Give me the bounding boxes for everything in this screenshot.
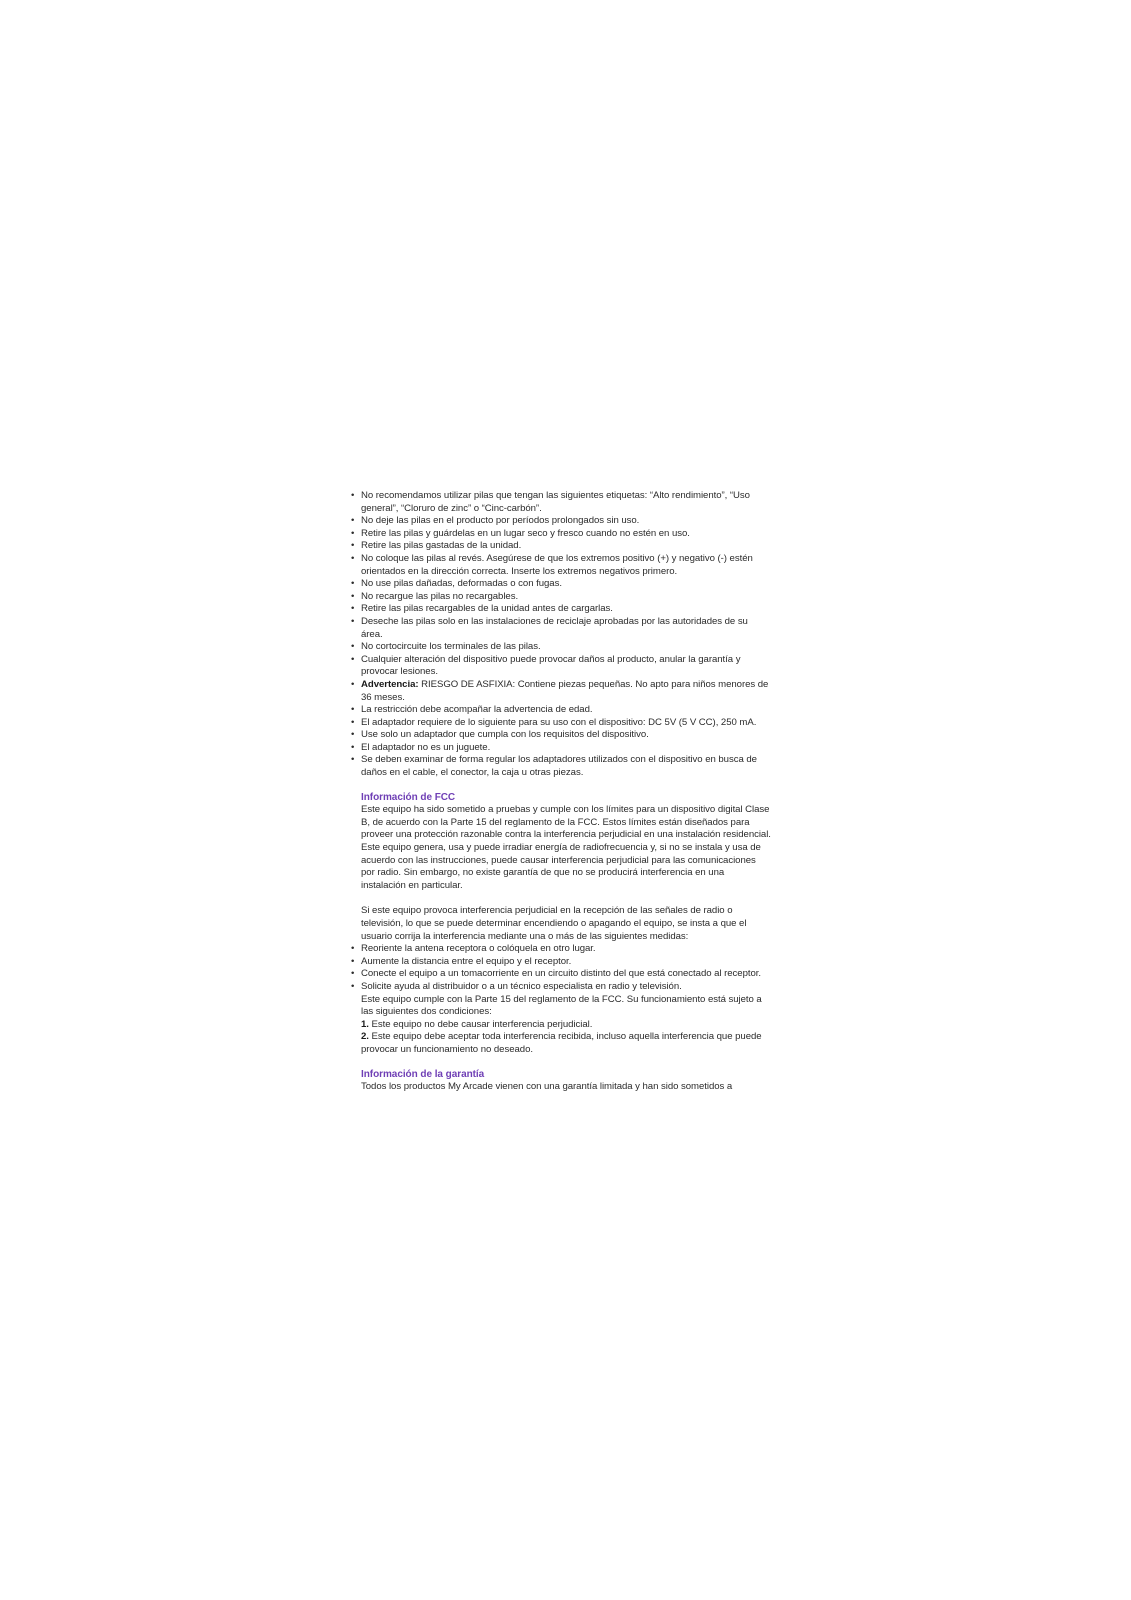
list-item: • Reoriente la antena receptora o colóquela en otro lugar. <box>351 943 771 956</box>
list-item: • Solicite ayuda al distribuidor o a un técnico especialista en radio y televisión. <box>351 981 771 994</box>
fcc-paragraph-3: Este equipo cumple con la Parte 15 del reglamento de la FCC. Su funcionamiento está sujeto a las siguientes dos condiciones: <box>361 993 762 1018</box>
paragraph-spacer <box>351 892 771 905</box>
list-item: • No recomendamos utilizar pilas que tengan las siguientes etiquetas: “Alto rendimiento”, “Uso general”, “Cloruro de zinc” o “Cinc-carbón”. <box>351 490 771 515</box>
list-item: • Use solo un adaptador que cumpla con los requisitos del dispositivo. <box>351 729 771 742</box>
fcc-heading: Información de FCC <box>361 791 456 803</box>
fcc-condition-2 <box>351 1031 771 1056</box>
list-item: • Retire las pilas gastadas de la unidad. <box>351 540 771 553</box>
condition-text: Este equipo no debe causar interferencia perjudicial. <box>368 1018 593 1030</box>
fcc-condition-1 <box>351 1019 771 1032</box>
list-item: • Retire las pilas recargables de la unidad antes de cargarlas. <box>351 603 771 616</box>
list-item: • Se deben examinar de forma regular los adaptadores utilizados con el dispositivo en busca de daños en el cable, el conector, la caja u otras piezas. <box>351 754 771 779</box>
list-item: • No cortocircuite los terminales de las pilas. <box>351 641 771 654</box>
list-item: • Conecte el equipo a un tomacorriente en un circuito distinto del que está conectado al receptor. <box>351 968 771 981</box>
battery-warnings-list <box>351 490 771 780</box>
fcc-paragraph-2: Si este equipo provoca interferencia perjudicial en la recepción de las señales de radio o televisión, lo que se puede determinar encendiendo o apagando el equipo, se insta a que el usuario corrija la interferencia mediante una o más de las siguientes medidas: <box>361 905 747 942</box>
list-item: • No coloque las pilas al revés. Asegúrese de que los extremos positivo (+) y negativo (-) estén orientados en la dirección correcta. Inserte los extremos negativos primero. <box>351 553 771 578</box>
condition-text: Este equipo debe aceptar toda interferencia recibida, incluso aquella interferencia que puede provocar un funcionamiento no deseado. <box>361 1031 762 1055</box>
list-item: • El adaptador requiere de lo siguiente para su uso con el dispositivo: DC 5V (5 V CC), 250 mA. <box>351 717 771 730</box>
list-item: • El adaptador no es un juguete. <box>351 742 771 755</box>
warranty-heading: Información de la garantía <box>361 1068 485 1080</box>
warning-text: RIESGO DE ASFIXIA: Contiene piezas pequeñas. No apto para niños menores de 36 meses. <box>361 678 769 703</box>
warranty-text: Todos los productos My Arcade vienen con una garantía limitada y han sido sometidos a <box>361 1081 733 1093</box>
condition-number: 2. <box>361 1031 369 1043</box>
list-item: • Retire las pilas y guárdelas en un lugar seco y fresco cuando no estén en uso. <box>351 528 771 541</box>
list-item: • No deje las pilas en el producto por períodos prolongados sin uso. <box>351 515 771 528</box>
list-item: • La restricción debe acompañar la advertencia de edad. <box>351 704 771 717</box>
list-item: • Aumente la distancia entre el equipo y el receptor. <box>351 956 771 969</box>
list-item: • No recargue las pilas no recargables. <box>351 591 771 604</box>
choking-warning <box>351 679 771 704</box>
condition-number: 1. <box>361 1018 369 1030</box>
fcc-paragraph-1: Este equipo ha sido sometido a pruebas y cumple con los límites para un dispositivo digital Clase B, de acuerdo con la Parte 15 del reglamento de la FCC. Estos límites están diseñados para proveer una protección razonable contra la interferencia perjudicial en una instalación residencial. Este equipo genera, usa y puede irradiar energía de radiofrecuencia y, si no se instala y usa de acuerdo con las instrucciones, puede causar interferencia perjudicial para las comunicaciones por radio. Sin embargo, no existe garantía de que no se producirá interferencia en una instalación en particular. <box>361 804 771 891</box>
fcc-measures-list <box>351 943 771 993</box>
manual-text-column <box>351 490 771 1094</box>
list-item: • No use pilas dañadas, deformadas o con fugas. <box>351 578 771 591</box>
warning-label: Advertencia: <box>361 678 419 690</box>
list-item: • Deseche las pilas solo en las instalaciones de reciclaje aprobadas por las autoridades de su área. <box>351 616 771 641</box>
list-item: • Cualquier alteración del dispositivo puede provocar daños al producto, anular la garantía y provocar lesiones. <box>351 654 771 679</box>
